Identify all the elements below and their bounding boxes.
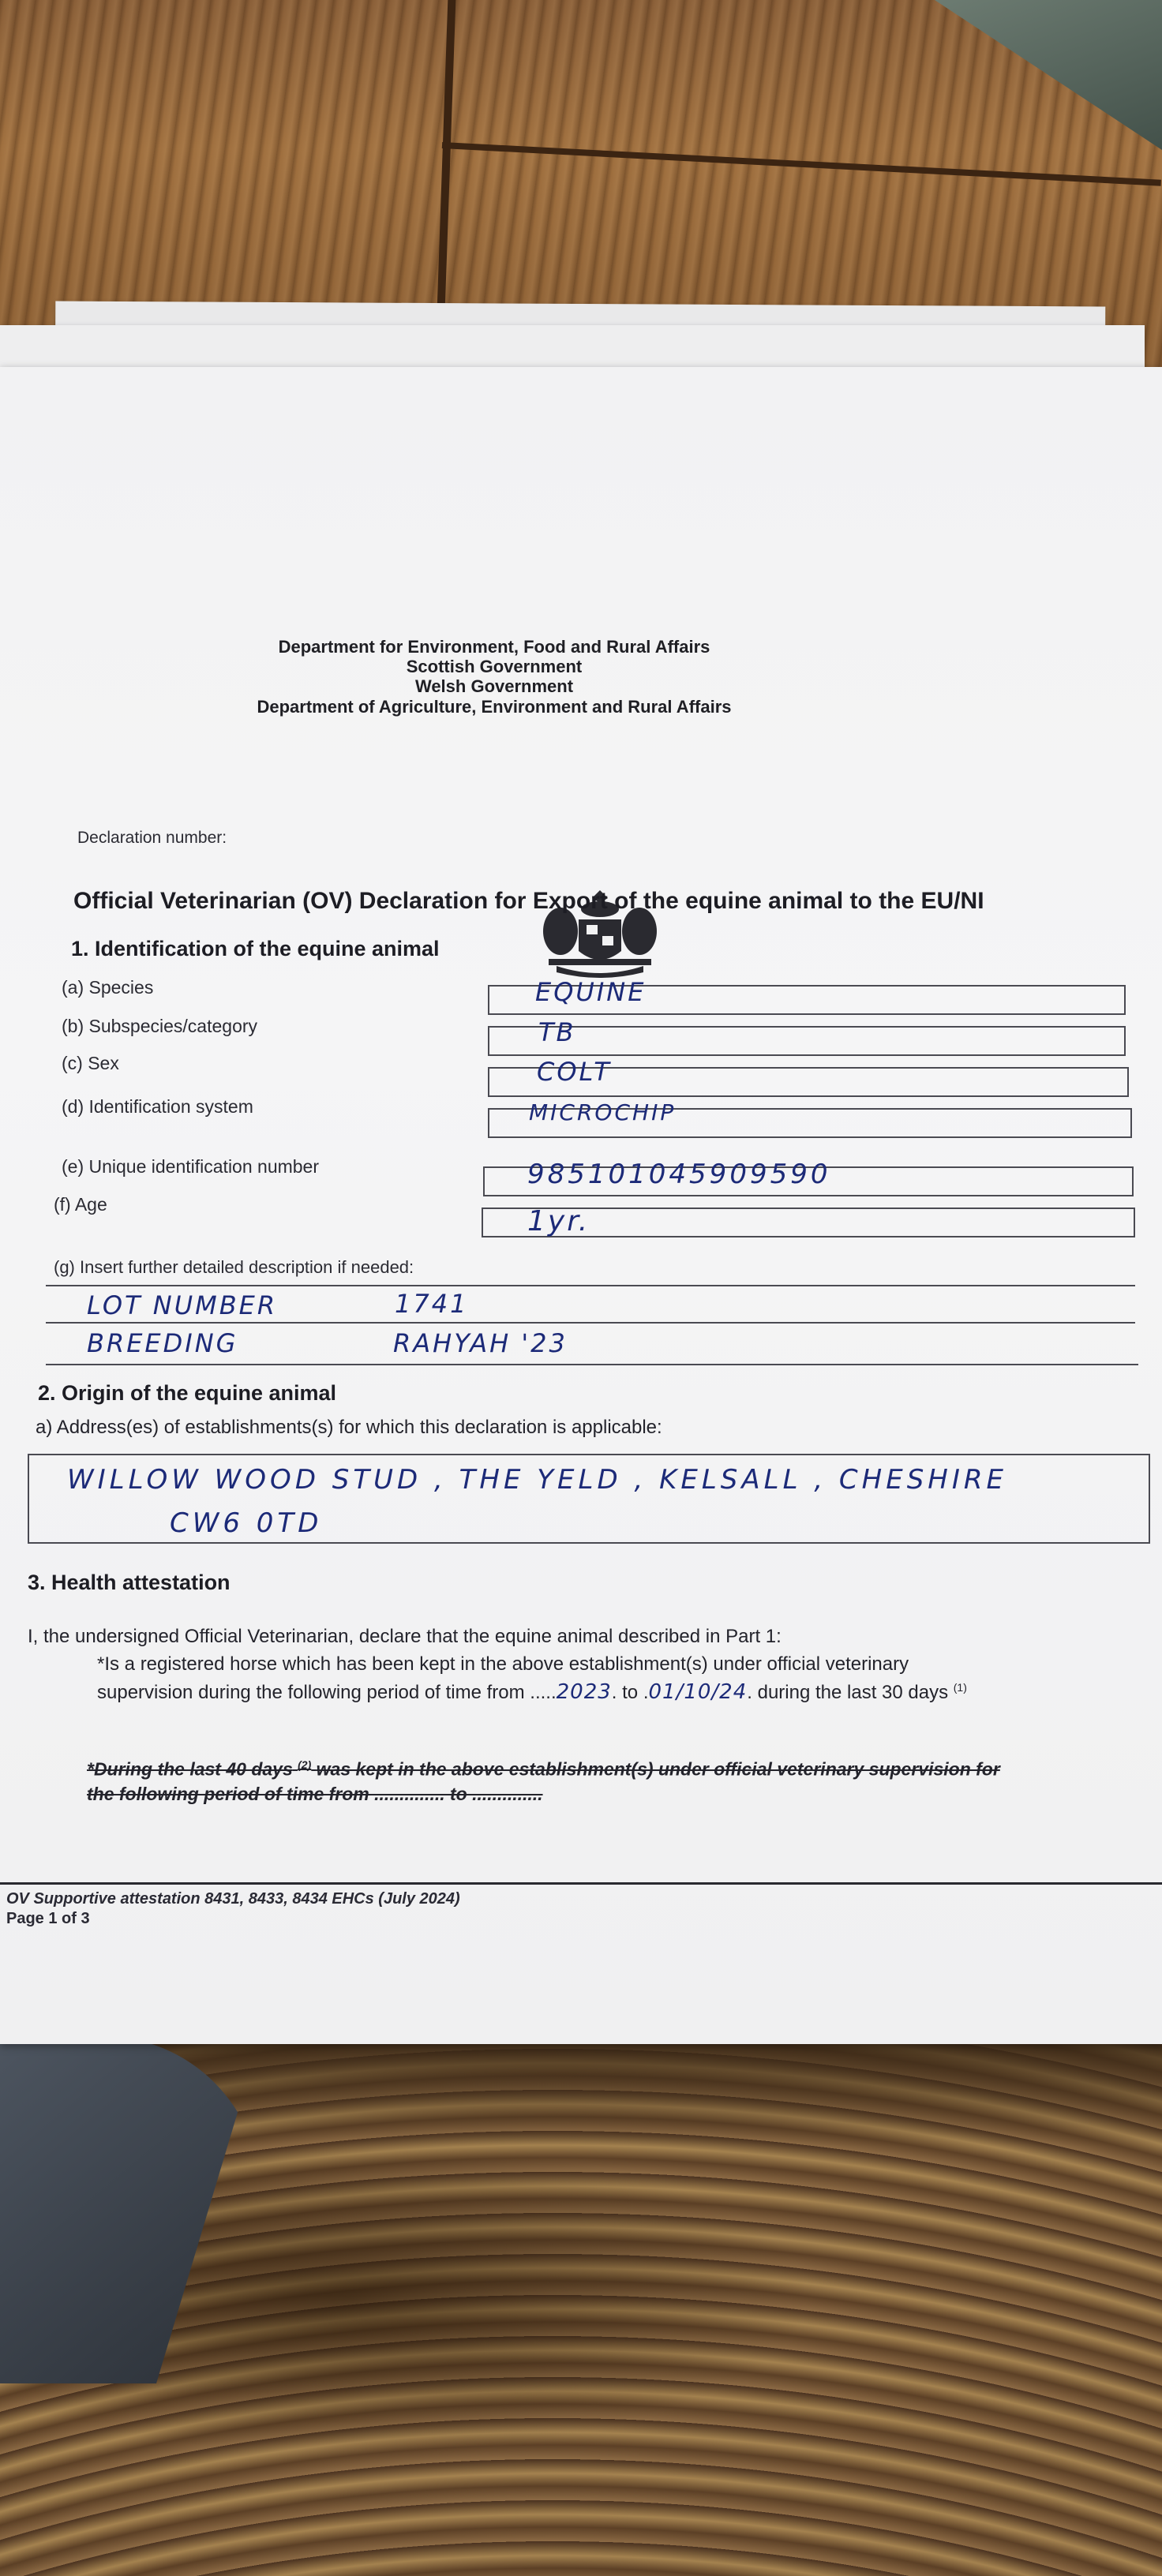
attestation-line1: *Is a registered horse which has been kept in the above establishment(s) under official veterinary	[97, 1653, 909, 1675]
struck-text-b: was kept in the above establishment(s) under official veterinary supervision for	[316, 1758, 1000, 1780]
attestation-line2-b: . to .	[611, 1682, 649, 1703]
age-value: 1yr.	[527, 1205, 590, 1237]
sex-value: COLT	[537, 1057, 612, 1087]
subspecies-value: TB	[538, 1017, 576, 1047]
subspecies-field[interactable]	[488, 1026, 1126, 1056]
footer-attestation-ref: OV Supportive attestation 8431, 8433, 8434 EHCs (July 2024)	[6, 1890, 460, 1908]
section2-heading: 2. Origin of the equine animal	[38, 1381, 337, 1405]
field-label-age: (f) Age	[54, 1194, 107, 1215]
footnote-1: (1)	[953, 1681, 967, 1694]
address-line2: CW6 0TD	[170, 1507, 323, 1539]
address-line1: WILLOW WOOD STUD , THE YELD , KELSALL , CHESHIRE	[67, 1464, 1008, 1496]
further-desc-breeding-value: RAHYAH '23	[393, 1328, 568, 1358]
field-label-species: (a) Species	[62, 977, 154, 998]
further-description-line	[46, 1364, 1138, 1365]
further-desc-breeding-label: BREEDING	[87, 1328, 238, 1358]
section3-heading: 3. Health attestation	[28, 1571, 231, 1594]
further-description-label: (g) Insert further detailed description if needed:	[54, 1257, 414, 1277]
id-system-value: MICROCHIP	[529, 1099, 677, 1125]
uid-value: 985101045909590	[527, 1159, 831, 1190]
further-desc-lot-number: 1741	[395, 1289, 469, 1319]
field-label-id-system: (d) Identification system	[62, 1096, 253, 1117]
field-label-sex: (c) Sex	[62, 1053, 119, 1073]
declaration-number-label: Declaration number:	[77, 829, 227, 847]
section2-subheading: a) Address(es) of establishments(s) for which this declaration is applicable:	[36, 1417, 662, 1438]
attestation-line2-a: supervision during the following period of time from .....	[97, 1682, 557, 1703]
attestation-from-date: 2023	[556, 1680, 612, 1704]
department-scottish-gov: Scottish Government	[406, 657, 583, 676]
struck-attestation-line1	[87, 1758, 1000, 1780]
further-description-line	[46, 1322, 1135, 1324]
footnote-2: (2)	[298, 1758, 312, 1771]
footer-divider	[0, 1882, 1162, 1885]
section1-heading: 1. Identification of the equine animal	[71, 937, 440, 960]
attestation-line2	[97, 1680, 967, 1704]
department-defra: Department for Environment, Food and Rural Affairs	[278, 637, 710, 657]
attestation-to-date: 01/10/24	[648, 1680, 748, 1704]
document-title: Official Veterinarian (OV) Declaration for Export of the equine animal to the EU/NI	[73, 888, 984, 914]
further-description-line	[46, 1285, 1135, 1286]
field-label-uid: (e) Unique identification number	[62, 1156, 320, 1177]
struck-text-a: *During the last 40 days	[87, 1758, 293, 1780]
department-welsh-gov: Welsh Government	[414, 676, 574, 696]
further-desc-lot-label: LOT NUMBER	[87, 1290, 278, 1320]
department-daera: Department of Agriculture, Environment and Rural Affairs	[257, 697, 732, 717]
species-value: EQUINE	[535, 977, 647, 1007]
document-page	[0, 367, 1162, 2044]
field-label-subspecies: (b) Subspecies/category	[62, 1016, 258, 1036]
section3-intro: I, the undersigned Official Veterinarian, declare that the equine animal described in Part 1:	[28, 1626, 782, 1647]
footer-page-number: Page 1 of 3	[6, 1910, 90, 1927]
attestation-line2-c: . during the last 30 days	[747, 1682, 949, 1703]
struck-attestation-line2: the following period of time from .............. to ..............	[87, 1784, 543, 1804]
